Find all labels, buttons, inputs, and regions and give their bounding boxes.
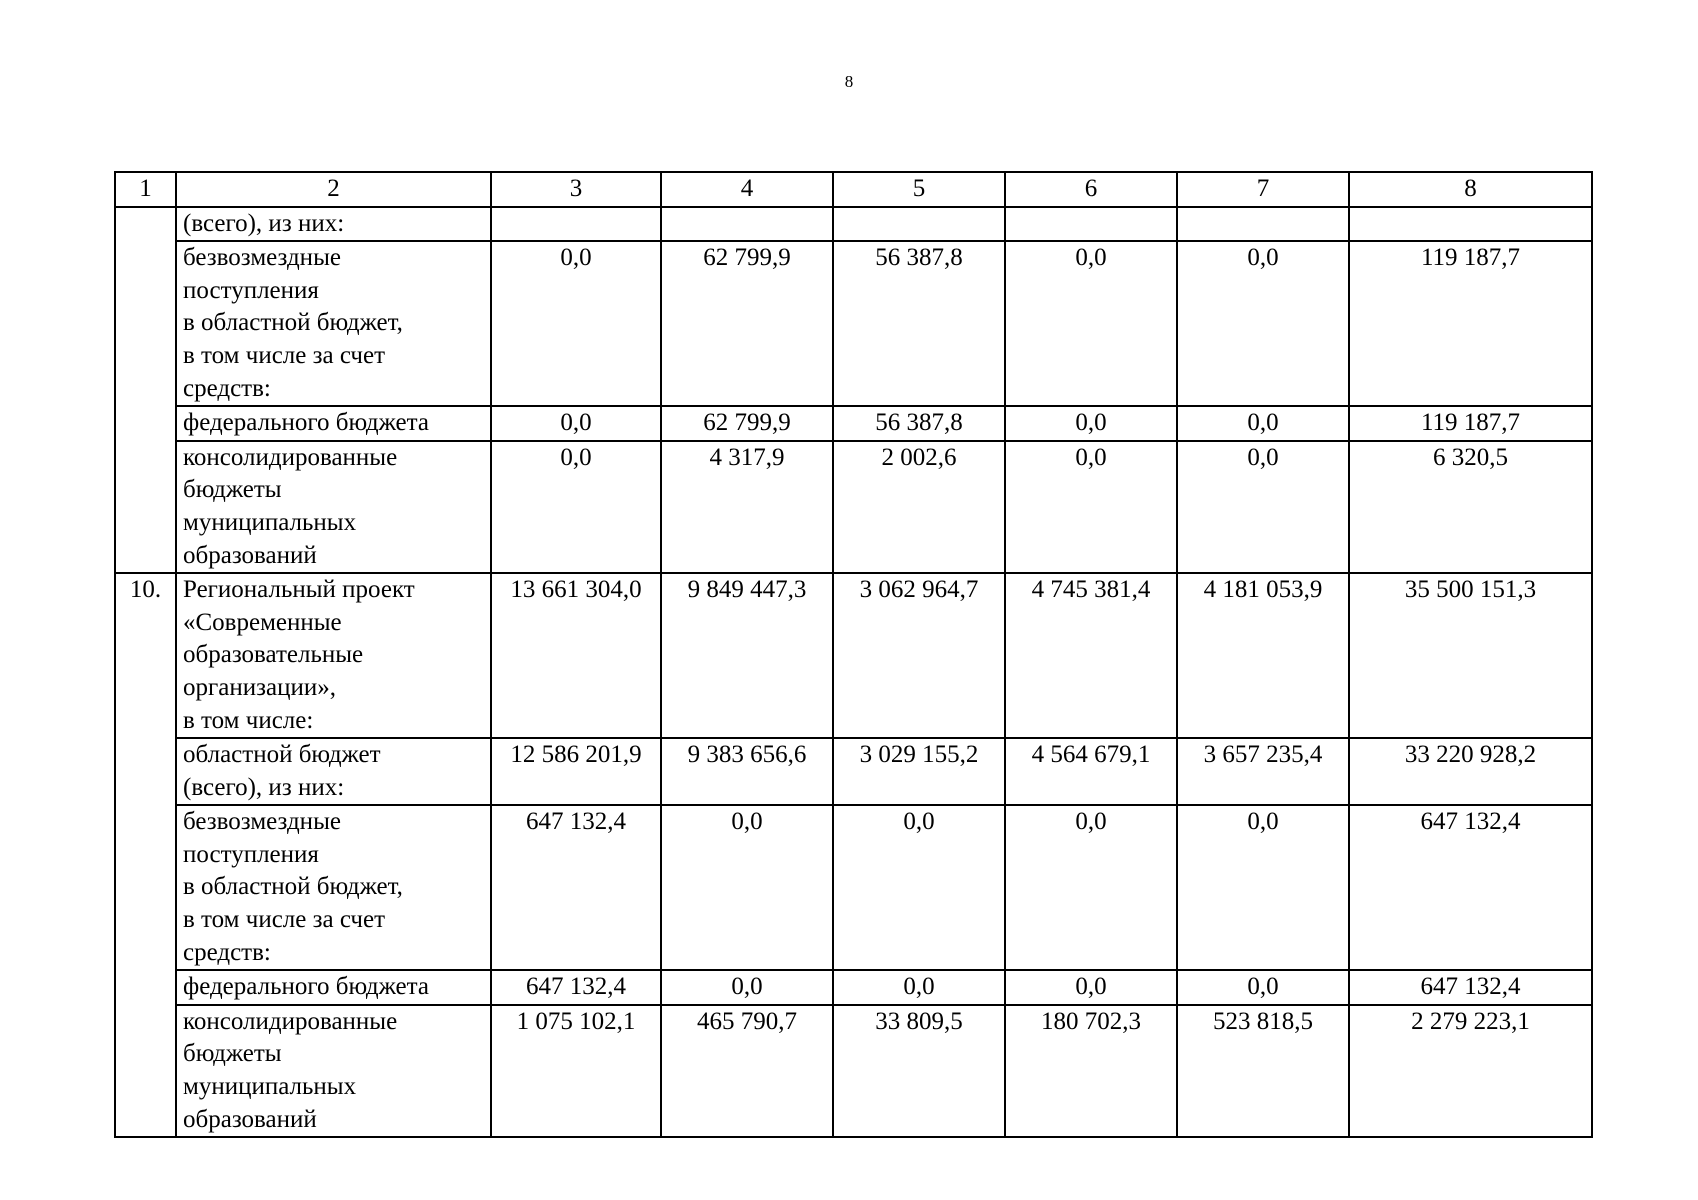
row-label-line: поступления bbox=[183, 840, 319, 868]
row-label-line: в том числе за счет bbox=[183, 906, 386, 934]
table-row bbox=[115, 406, 1592, 441]
table-row bbox=[115, 805, 1592, 970]
value-cell: 647 132,4 bbox=[1349, 805, 1592, 970]
row-label-line: консолидированные bbox=[183, 1007, 398, 1035]
column-header: 4 bbox=[661, 172, 833, 207]
value-cell bbox=[491, 207, 661, 242]
row-label-line: муниципальных bbox=[183, 1073, 357, 1101]
column-header: 2 bbox=[176, 172, 491, 207]
row-label-line: (всего), из них: bbox=[183, 773, 345, 801]
row-label-cell bbox=[176, 970, 491, 1005]
table-row bbox=[115, 738, 1592, 805]
value-cell: 0,0 bbox=[1177, 441, 1349, 573]
row-label-line: безвозмездные bbox=[183, 244, 341, 272]
value-cell: 0,0 bbox=[491, 241, 661, 406]
row-label-line: организации», bbox=[183, 673, 336, 701]
value-cell: 3 062 964,7 bbox=[833, 573, 1005, 738]
column-header: 6 bbox=[1005, 172, 1177, 207]
row-label-cell bbox=[176, 805, 491, 970]
row-label-cell bbox=[176, 738, 491, 805]
row-label-line: образований bbox=[183, 1105, 317, 1133]
value-cell: 523 818,5 bbox=[1177, 1005, 1349, 1137]
value-cell: 647 132,4 bbox=[491, 805, 661, 970]
page-number: 8 bbox=[844, 72, 854, 91]
value-cell bbox=[661, 207, 833, 242]
value-cell: 647 132,4 bbox=[491, 970, 661, 1005]
value-cell: 56 387,8 bbox=[833, 241, 1005, 406]
row-label-line: средств: bbox=[183, 374, 271, 402]
column-header: 7 bbox=[1177, 172, 1349, 207]
table-row bbox=[115, 970, 1592, 1005]
table-row bbox=[115, 441, 1592, 573]
value-cell: 0,0 bbox=[1177, 241, 1349, 406]
value-cell: 9 383 656,6 bbox=[661, 738, 833, 805]
row-label-line: областной бюджет bbox=[183, 741, 381, 769]
value-cell: 2 002,6 bbox=[833, 441, 1005, 573]
value-cell: 0,0 bbox=[833, 805, 1005, 970]
row-label-line: образовательные bbox=[183, 641, 364, 669]
table-row bbox=[115, 1005, 1592, 1137]
value-cell bbox=[1349, 207, 1592, 242]
row-label-line: (всего), из них: bbox=[183, 209, 345, 237]
column-header: 1 bbox=[115, 172, 176, 207]
row-label-line: Региональный проект bbox=[183, 576, 415, 604]
value-cell: 647 132,4 bbox=[1349, 970, 1592, 1005]
value-cell: 33 220 928,2 bbox=[1349, 738, 1592, 805]
value-cell: 119 187,7 bbox=[1349, 406, 1592, 441]
value-cell: 9 849 447,3 bbox=[661, 573, 833, 738]
row-label-line: бюджеты bbox=[183, 476, 282, 504]
value-cell bbox=[1177, 207, 1349, 242]
value-cell: 0,0 bbox=[661, 805, 833, 970]
value-cell: 0,0 bbox=[1005, 805, 1177, 970]
value-cell: 465 790,7 bbox=[661, 1005, 833, 1137]
row-label-cell bbox=[176, 207, 491, 242]
row-label-line: «Современные bbox=[183, 608, 342, 636]
row-number-cell: 10. bbox=[115, 573, 176, 1137]
table-header bbox=[115, 172, 1592, 207]
budget-table bbox=[114, 171, 1593, 1138]
value-cell: 0,0 bbox=[491, 406, 661, 441]
row-label-cell bbox=[176, 241, 491, 406]
value-cell: 4 317,9 bbox=[661, 441, 833, 573]
value-cell: 56 387,8 bbox=[833, 406, 1005, 441]
value-cell: 13 661 304,0 bbox=[491, 573, 661, 738]
value-cell: 0,0 bbox=[661, 970, 833, 1005]
table-row bbox=[115, 207, 1592, 242]
value-cell: 2 279 223,1 bbox=[1349, 1005, 1592, 1137]
value-cell: 0,0 bbox=[491, 441, 661, 573]
value-cell: 180 702,3 bbox=[1005, 1005, 1177, 1137]
value-cell: 3 029 155,2 bbox=[833, 738, 1005, 805]
value-cell: 4 564 679,1 bbox=[1005, 738, 1177, 805]
row-label-line: поступления bbox=[183, 276, 319, 304]
column-header: 8 bbox=[1349, 172, 1592, 207]
value-cell: 35 500 151,3 bbox=[1349, 573, 1592, 738]
value-cell: 0,0 bbox=[1005, 441, 1177, 573]
row-label-line: безвозмездные bbox=[183, 808, 341, 836]
value-cell: 0,0 bbox=[1005, 241, 1177, 406]
row-label-line: консолидированные bbox=[183, 443, 398, 471]
table-row bbox=[115, 573, 1592, 738]
row-label-cell bbox=[176, 1005, 491, 1137]
table-body bbox=[115, 207, 1592, 1138]
row-label-line: федерального бюджета bbox=[183, 973, 429, 1001]
column-header: 3 bbox=[491, 172, 661, 207]
value-cell: 0,0 bbox=[1005, 970, 1177, 1005]
value-cell: 6 320,5 bbox=[1349, 441, 1592, 573]
value-cell bbox=[1005, 207, 1177, 242]
value-cell: 0,0 bbox=[1177, 970, 1349, 1005]
value-cell: 33 809,5 bbox=[833, 1005, 1005, 1137]
row-number-cell bbox=[115, 207, 176, 574]
row-label-line: в областной бюджет, bbox=[183, 309, 403, 337]
row-label-line: бюджеты bbox=[183, 1040, 282, 1068]
value-cell: 3 657 235,4 bbox=[1177, 738, 1349, 805]
value-cell: 0,0 bbox=[1177, 406, 1349, 441]
value-cell: 0,0 bbox=[833, 970, 1005, 1005]
row-label-line: муниципальных bbox=[183, 508, 357, 536]
header-row bbox=[115, 172, 1592, 207]
column-header: 5 bbox=[833, 172, 1005, 207]
row-label-line: федерального бюджета bbox=[183, 409, 429, 437]
row-label-cell bbox=[176, 406, 491, 441]
value-cell: 4 181 053,9 bbox=[1177, 573, 1349, 738]
row-label-cell bbox=[176, 573, 491, 738]
value-cell bbox=[833, 207, 1005, 242]
row-label-line: в областной бюджет, bbox=[183, 873, 403, 901]
row-label-line: образований bbox=[183, 541, 317, 569]
row-label-line: в том числе за счет bbox=[183, 341, 386, 369]
row-label-line: средств: bbox=[183, 938, 271, 966]
value-cell: 4 745 381,4 bbox=[1005, 573, 1177, 738]
value-cell: 1 075 102,1 bbox=[491, 1005, 661, 1137]
row-label-line: в том числе: bbox=[183, 706, 314, 734]
row-label-cell bbox=[176, 441, 491, 573]
value-cell: 12 586 201,9 bbox=[491, 738, 661, 805]
value-cell: 62 799,9 bbox=[661, 406, 833, 441]
value-cell: 0,0 bbox=[1005, 406, 1177, 441]
value-cell: 119 187,7 bbox=[1349, 241, 1592, 406]
table-row bbox=[115, 241, 1592, 406]
value-cell: 62 799,9 bbox=[661, 241, 833, 406]
value-cell: 0,0 bbox=[1177, 805, 1349, 970]
